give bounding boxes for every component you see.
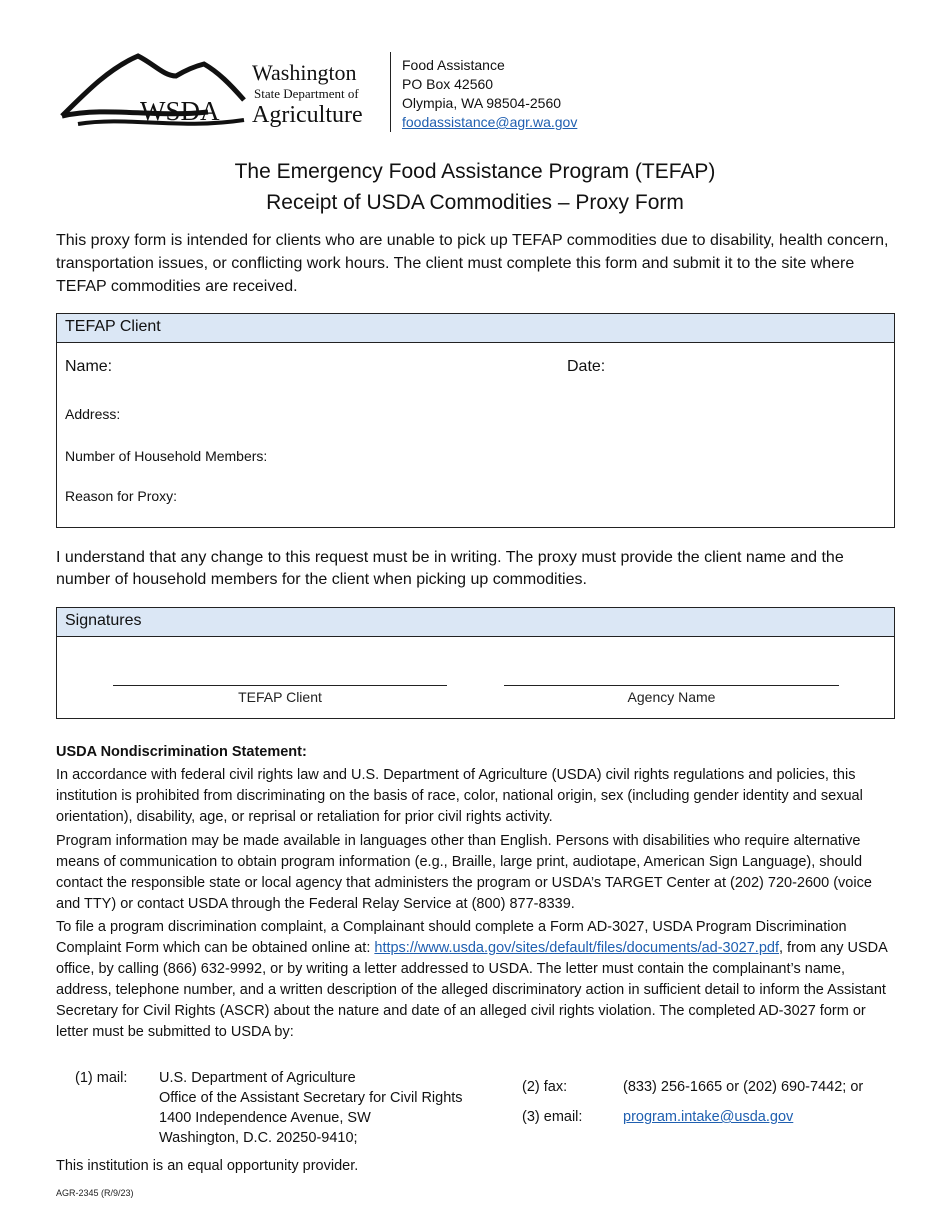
understanding-paragraph: I understand that any change to this request must be in writing. The proxy must provide the client name and the number of household members for the client when picking up commodities. — [56, 549, 844, 588]
signatures-section-header: Signatures — [57, 608, 894, 637]
reason-for-proxy-label: Reason for Proxy: — [65, 488, 178, 504]
agency-address — [402, 56, 577, 132]
address-email-link[interactable]: foodassistance@agr.wa.gov — [402, 114, 578, 130]
household-members-field[interactable] — [297, 444, 867, 466]
agency-signature-field[interactable] — [504, 656, 839, 686]
mail-label: (1) mail: — [75, 1070, 128, 1086]
client-section — [56, 313, 895, 528]
email-label: (3) email: — [522, 1109, 583, 1125]
logo-abbr: WSDA — [140, 96, 220, 126]
logo-agriculture: Agriculture — [252, 102, 363, 128]
nondiscrimination-paragraph-3 — [56, 917, 896, 1043]
address-dept: Food Assistance — [402, 57, 505, 73]
reason-for-proxy-field[interactable] — [197, 484, 867, 506]
address-label: Address: — [65, 406, 121, 422]
agency-signature-label: Agency Name — [627, 689, 716, 705]
complaint-text-end: , from any USDA office, by calling (866) 632-9992, or by writing a letter addressed to USDA. The letter must contain the complainant’s name, address, telephone number, and a written description of the alleged discriminatory action in sufficient detail to inform the Assistant Secretary for Civil Rights (ASCR) about the nature and date of an alleged civil rights violation. The completed AD-3027 form or letter must be submitted to USDA by: — [56, 940, 887, 1040]
client-signature-label: TEFAP Client — [238, 689, 322, 705]
page-title: The Emergency Food Assistance Program (TEFAP) — [234, 160, 716, 183]
mail-address — [159, 1068, 463, 1148]
household-members-label: Number of Household Members: — [65, 448, 268, 464]
equal-opportunity-statement: This institution is an equal opportunity provider. — [56, 1158, 359, 1174]
date-field[interactable] — [617, 354, 877, 378]
nondiscrimination-paragraph-1: In accordance with federal civil rights law and U.S. Department of Agriculture (USDA) civil rights regulations and policies, this institution is prohibited from discriminating on the basis of race, color, national origin, sex (including gender identity and sexual orientation), disability, age, or reprisal or retaliation for prior civil rights activity. — [56, 767, 863, 825]
wsda-mountain-logo-icon — [58, 50, 248, 132]
address-field[interactable] — [132, 402, 872, 424]
signatures-section — [56, 607, 895, 719]
address-po-box: PO Box 42560 — [402, 76, 494, 92]
logo-washington: Washington — [252, 60, 357, 85]
client-section-header: TEFAP Client — [57, 314, 894, 343]
form-code: AGR-2345 (R/9/23) — [56, 1188, 134, 1198]
intro-paragraph: This proxy form is intended for clients who are unable to pick up TEFAP commodities due to disability, health concern, transportation issues, or conflicting work hours. The client must complete this form and submit it to the site where TEFAP commodities are received. — [56, 232, 889, 295]
logo-state-dept: State Department of — [254, 86, 359, 101]
mail-line: Office of the Assistant Secretary for Civil Rights — [159, 1090, 463, 1106]
page-subtitle: Receipt of USDA Commodities – Proxy Form — [266, 191, 684, 214]
nondiscrimination-paragraph-2: Program information may be made available in languages other than English. Persons with disabilities who require alternative means of communication to obtain program information (e.g., Braille, large print, audiotape, American Sign Language), should contact the responsible state or local agency that administers the program or USDA’s TARGET Center at (202) 720-2600 (voice and TTY) or contact USDA through the Federal Relay Service at (800) 877-8339. — [56, 833, 872, 912]
mail-line: U.S. Department of Agriculture — [159, 1070, 356, 1086]
name-field[interactable] — [125, 354, 545, 378]
wsda-logo — [58, 50, 378, 132]
complaint-text-start: To file a program discrimination complaint, a Complainant should complete a Form AD-3027, USDA Program Discrimination Complaint Form which can be obtained online at: — [56, 919, 847, 956]
nondiscrimination-heading: USDA Nondiscrimination Statement: — [56, 744, 307, 760]
agency-signature-line — [504, 685, 839, 686]
client-signature-field[interactable] — [113, 656, 447, 686]
mail-line: Washington, D.C. 20250-9410; — [159, 1130, 358, 1146]
client-signature-line — [113, 685, 447, 686]
address-city: Olympia, WA 98504-2560 — [402, 95, 562, 111]
program-intake-email-link[interactable]: program.intake@usda.gov — [623, 1109, 794, 1125]
fax-label: (2) fax: — [522, 1079, 568, 1095]
name-label: Name: — [65, 358, 113, 375]
header-divider — [390, 52, 391, 132]
ad3027-form-link[interactable]: https://www.usda.gov/sites/default/files/documents/ad-3027.pdf — [374, 940, 779, 956]
date-label: Date: — [567, 358, 606, 375]
fax-value: (833) 256-1665 or (202) 690-7442; or — [623, 1079, 864, 1095]
mail-line: 1400 Independence Avenue, SW — [159, 1110, 371, 1126]
